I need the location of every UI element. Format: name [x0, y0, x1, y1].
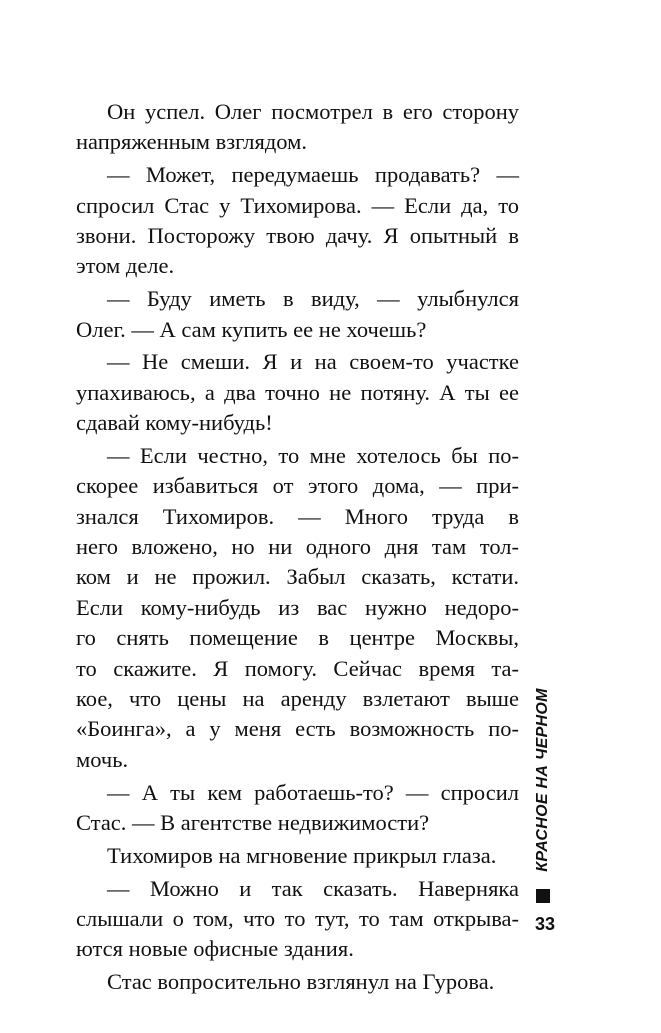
text-line: го снять помещение в центре Москвы, [76, 625, 519, 651]
text-line: кое, что цены на аренду взлетают выше [76, 685, 519, 711]
text-line: то скажите. Я помогу. Сейчас время та- [76, 655, 519, 681]
text-line: — Можно и так сказать. Наверняка [107, 875, 519, 901]
text-line: мочь. [76, 746, 129, 772]
text-line: сдавай кому-нибудь! [76, 410, 273, 436]
text-line: Если кому-нибудь из вас нужно недоро- [76, 594, 519, 620]
page-number: 33 [534, 914, 556, 934]
text-line: — Не смеши. Я и на своем-то участке [107, 349, 519, 375]
text-line: знался Тихомиров. — Много труда в [76, 503, 519, 529]
text-line: него вложено, но ни одного дня там тол- [76, 534, 519, 560]
text-line: Он успел. Олег посмотрел в его сторону [107, 99, 519, 124]
text-line: — Буду иметь в виду, — улыбнулся [107, 286, 519, 312]
text-line: ком и не прожил. Забыл сказать, кстати. [76, 564, 519, 590]
square-marker-icon [536, 889, 550, 903]
text-line: упахиваюсь, а два точно не потяну. А ты ее [76, 379, 519, 405]
text-line: — А ты кем работаешь-то? — спросил [107, 779, 519, 805]
text-line: Стас вопросительно взглянул на Гурова. [107, 969, 495, 995]
running-title [525, 677, 561, 882]
text-line: «Боинга», а у меня есть возможность по- [76, 716, 519, 742]
text-line: Стас. — В агентстве недвижимости? [76, 809, 430, 835]
text-line: ются новые офисные здания. [76, 936, 354, 962]
text-line: Олег. — А сам купить ее не хочешь? [76, 316, 427, 342]
page-text [76, 97, 519, 997]
text-line: — Может, передумаешь продавать? — [107, 162, 519, 188]
text-line: звони. Посторожу твою дачу. Я опытный в [76, 222, 519, 248]
text-line: скорее избавиться от этого дома, — при- [76, 473, 519, 499]
text-line: спросил Стас у Тихомирова. — Если да, то [76, 192, 519, 218]
text-line: этом деле. [76, 253, 175, 279]
running-title-text: КРАСНОЕ НА ЧЕРНОМ [534, 687, 551, 872]
text-line: слышали о том, что то тут, то там открыва- [76, 905, 519, 931]
text-line: Тихомиров на мгновение прикрыл глаза. [107, 842, 497, 868]
text-line: — Если честно, то мне хотелось бы по- [107, 442, 519, 468]
text-line: напряженным взглядом. [76, 129, 307, 155]
